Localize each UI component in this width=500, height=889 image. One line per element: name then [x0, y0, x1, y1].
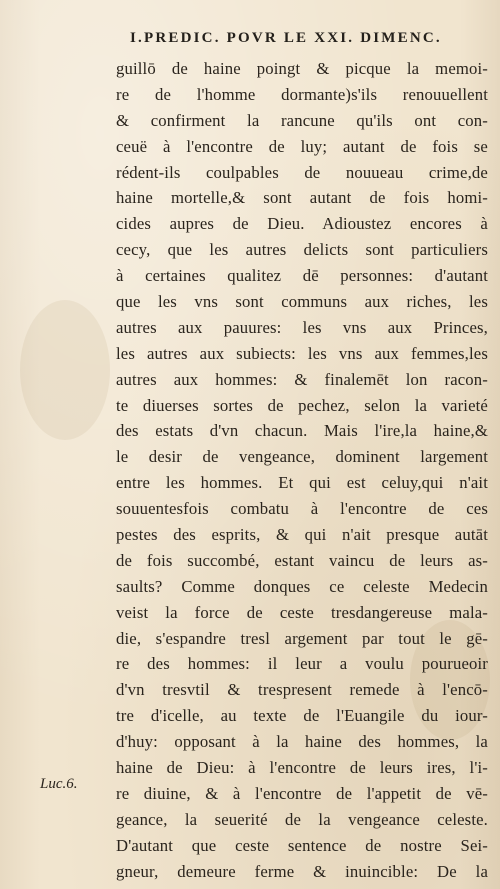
- marginal-reference: Luc.6.: [40, 776, 78, 792]
- text-line: guillō de haine poingt & picque la memoi-: [116, 59, 488, 78]
- text-line: de fois succombé, estant vaincu de leurs as-: [116, 550, 488, 570]
- text-line: que les vns sont communs aux riches, les: [116, 292, 488, 312]
- text-line: saults? Comme donques ce celeste Medecin: [116, 576, 488, 596]
- text-line: haine de Dieu: à l'encontre de leurs ires, l'i-: [116, 758, 488, 778]
- text-line: le desir de vengeance, dominent largement: [116, 447, 488, 467]
- text-line: à certaines qualitez dē personnes: d'autant: [116, 266, 488, 286]
- text-line: re des hommes: il leur a voulu pourueoir: [116, 654, 488, 674]
- text-line: entre les hommes. Et qui est celuy,qui n'ait: [116, 473, 488, 493]
- text-line: veist la force de ceste tresdangereuse mala-: [116, 602, 488, 622]
- text-line: les autres aux subiects: les vns aux femmes,les: [116, 343, 488, 363]
- text-line: re de l'homme dormante)s'ils renouuellent: [116, 84, 488, 104]
- text-line: gneur, demeure ferme & inuincible: De la: [116, 861, 488, 881]
- text-line: cecy, que les autres delicts sont particuliers: [116, 240, 488, 260]
- text-line: d'vn tresvtil & trespresent remede à l'encō-: [116, 680, 488, 700]
- text-line: cides aupres de Dieu. Adioustez encores à: [116, 214, 488, 234]
- text-line: geance, la seuerité de la vengeance celeste.: [116, 809, 488, 829]
- text-line: souuentesfois combatu à l'encontre de ces: [116, 499, 488, 519]
- text-line: & confirment la rancune qu'ils ont con-: [116, 110, 488, 130]
- text-line: autres aux hommes: & finalemēt lon racon-: [116, 369, 488, 389]
- running-head: I.PREDIC. POVR LE XXI. DIMENC.: [130, 30, 442, 46]
- text-line: haine mortelle,& sont autant de fois homi-: [116, 188, 488, 208]
- text-line: rédent-ils coulpables de nouueau crime,de: [116, 162, 488, 182]
- text-line: ceuë à l'encontre de luy; autant de fois se: [116, 136, 488, 156]
- text-line: die, s'espandre tresl argement par tout le gē-: [116, 628, 488, 648]
- text-line: te diuerses sortes de pechez, selon la varieté: [116, 395, 488, 415]
- body-text: [116, 56, 488, 885]
- paper-stain: [20, 300, 110, 440]
- text-line: re diuine, & à l'encontre de l'appetit de vē-: [116, 783, 488, 803]
- text-line: D'autant que ceste sentence de nostre Sei-: [116, 835, 488, 855]
- text-line: autres aux pauures: les vns aux Princes,: [116, 317, 488, 337]
- text-line: des estats d'vn chacun. Mais l'ire,la haine,&: [116, 421, 488, 441]
- text-line: d'huy: opposant à la haine des hommes, la: [116, 732, 488, 752]
- text-line: pestes des esprits, & qui n'ait presque autāt: [116, 525, 488, 545]
- text-line: tre d'icelle, au texte de l'Euangile du iour-: [116, 706, 488, 726]
